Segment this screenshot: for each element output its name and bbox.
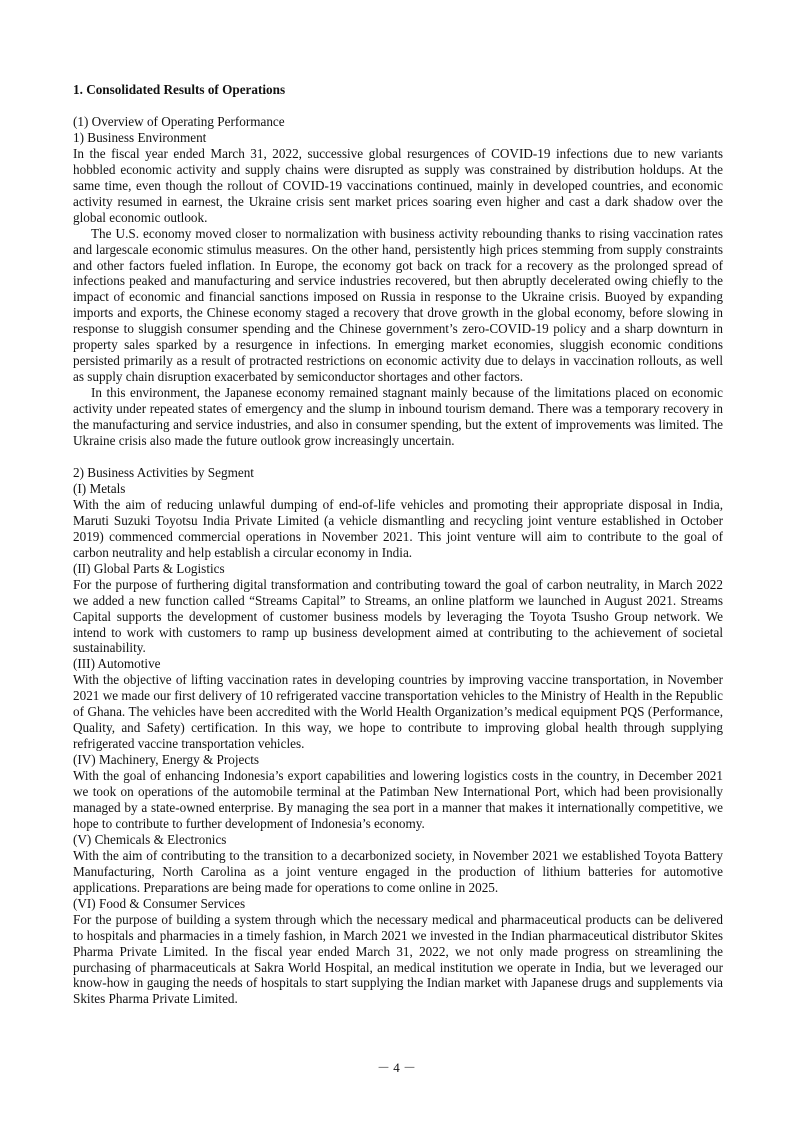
business-environment-heading: 1) Business Environment	[73, 129, 207, 145]
automotive-heading: (III) Automotive	[73, 656, 161, 672]
environment-paragraph-3: In this environment, the Japanese economy remained stagnant mainly because of the limitations placed on economic activity under repeated states of emergency and the slump in inbound tourism demand. There was a temporary recovery in the manufacturing and service industries, and also in consumer spending, but the extent of improvements was limited. The Ukraine crisis also made the future outlook grow increasingly uncertain.	[73, 385, 723, 449]
environment-paragraph-1: In the fiscal year ended March 31, 2022, successive global resurgences of COVID-19 infections due to new variants hobbled economic activity and supply chains were disrupted as supply was constrained by distribution holdups. At the same time, even though the rollout of COVID-19 vaccinations continued, mainly in developed countries, and economic activity resumed in earnest, the Ukraine crisis sent market prices soaring even higher and cast a dark shadow over the global economic outlook.	[73, 145, 723, 225]
chemicals-text: With the aim of contributing to the transition to a decarbonized society, in November 2021 we established Toyota Battery Manufacturing, North Carolina as a joint venture engaged in the production of lithium batteries for automotive applications. Preparations are being made for operations to come online in 2025.	[73, 847, 723, 895]
page-number: － 4 －	[376, 1060, 416, 1075]
spacer	[73, 449, 723, 465]
automotive-text: With the objective of lifting vaccination rates in developing countries by improving vaccine transportation, in November 2021 we made our first delivery of 10 refrigerated vaccine transportation vehicles to the Ministry of Health in the Republic of Ghana. The vehicles have been accredited with the World Health Organization’s medical equipment PQS (Performance, Quality, and Safety) certification. In this way, we hope to contribute to improving global health through supplying refrigerated vaccine transportation vehicles.	[73, 672, 723, 752]
food-text: For the purpose of building a system through which the necessary medical and pharmaceutical products can be delivered to hospitals and pharmacies in a timely fashion, in March 2021 we invested in the Indian pharmaceutical distributor Skites Pharma Private Limited. In the fiscal year ended March 31, 2022, we not only made progress on streamlining the purchasing of pharmaceuticals at Sakra World Hospital, an medical institution we operate in India, but we leveraged our know-how in gauging the needs of hospitals to start supplying the Indian market with Japanese drugs and supplements via Skites Pharma Private Limited.	[73, 911, 723, 1007]
metals-text: With the aim of reducing unlawful dumping of end-of-life vehicles and promoting their appropriate disposal in India, Maruti Suzuki Toyotsu India Private Limited (a vehicle dismantling and recycling joint venture established in October 2019) commenced commercial operations in November 2021. This joint venture will aim to contribute to the goal of carbon neutrality and help establish a circular economy in India.	[73, 496, 723, 560]
environment-paragraph-2: The U.S. economy moved closer to normalization with business activity rebounding thanks to rising vaccination rates and largescale economic stimulus measures. On the other hand, persistently high prices stemming from supply constraints and other factors fueled inflation. In Europe, the economy got back on track for a recovery as the prolonged spread of infections peaked and manufacturing and service industries recovered, but then abruptly decelerated owing chiefly to the impact of economic and financial sanctions imposed on Russia in response to the Ukraine crisis. Buoyed by expanding imports and exports, the Chinese economy staged a recovery that drove growth in the global economy, before slowing in response to sluggish consumer spending and the Chinese government’s zero-COVID-19 policy and a sharp downturn in property sales sparked by a resurgence in infections. In emerging market economies, sluggish economic conditions persisted primarily as a result of protracted restrictions on economic activity due to delays in vaccination rollouts, as well as supply chain disruption exacerbated by semiconductor shortages and other factors.	[73, 225, 723, 385]
section-title: 1. Consolidated Results of Operations	[73, 82, 286, 97]
page-content	[73, 82, 723, 1007]
metals-heading: (I) Metals	[73, 480, 126, 496]
overview-heading: (1) Overview of Operating Performance	[73, 113, 285, 129]
chemicals-heading: (V) Chemicals & Electronics	[73, 831, 227, 847]
spacer	[73, 98, 723, 114]
machinery-text: With the goal of enhancing Indonesia’s export capabilities and lowering logistics costs in the country, in December 2021 we took on operations of the automobile terminal at the Patimban New International Port, which had been provisionally managed by a state-owned enterprise. By managing the sea port in a manner that makes it internationally competitive, we hope to contribute to further development of Indonesia’s economy.	[73, 768, 723, 831]
food-heading: (VI) Food & Consumer Services	[73, 895, 246, 911]
global-parts-heading: (II) Global Parts & Logistics	[73, 560, 225, 576]
segments-heading: 2) Business Activities by Segment	[73, 464, 254, 480]
machinery-heading: (IV) Machinery, Energy & Projects	[73, 752, 260, 768]
global-parts-text: For the purpose of furthering digital transformation and contributing toward the goal of carbon neutrality, in March 2022 we added a new function called “Streams Capital” to Streams, an online platform we launched in August 2021. Streams Capital supports the development of customer business models by leveraging the Toyota Tsusho Group network. We intend to work with customers to ramp up business development aimed at contributing to the achievement of societal sustainability.	[73, 576, 723, 656]
